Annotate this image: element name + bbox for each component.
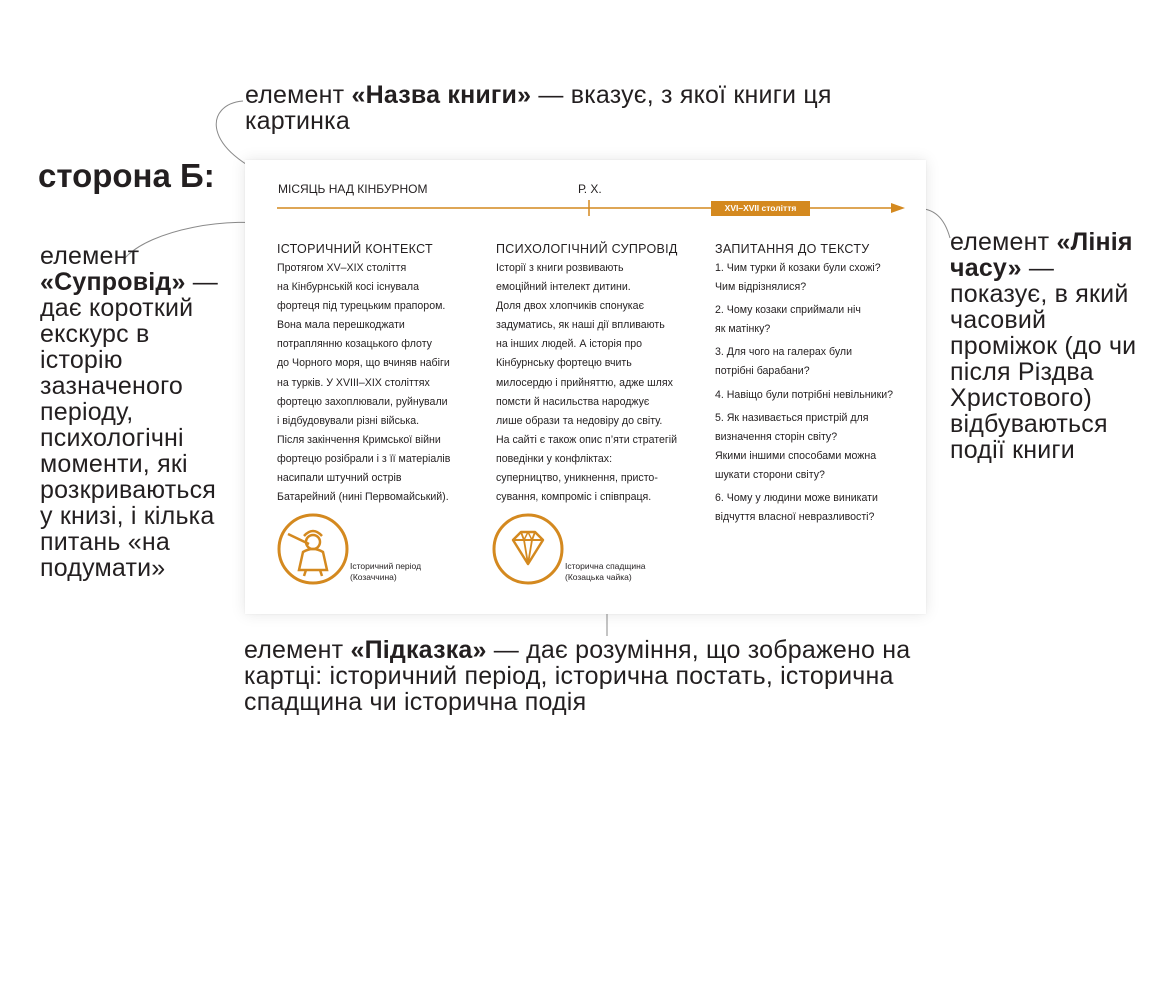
column-heading: ЗАПИТАННЯ ДО ТЕКСТУ bbox=[715, 242, 870, 256]
text-line: потраплянню козацького флоту bbox=[277, 338, 432, 351]
diamond-icon bbox=[491, 512, 565, 586]
timeline-range-label: XVI–XVII століття bbox=[711, 201, 810, 216]
text-line: задуматись, як наші дії впливають bbox=[496, 319, 665, 332]
text-line: лише образи та недовіру до світу. bbox=[496, 414, 663, 427]
text-line: На сайті є також опис п’яти стратегій bbox=[496, 433, 678, 446]
annotation-prefix: елемент bbox=[40, 242, 140, 270]
text-line: Історії з книги розвивають bbox=[496, 262, 624, 274]
text-line: Доля двох хлопчиків спонукає bbox=[496, 300, 644, 313]
question-item: 6. Чому у людини може виникати відчуття власної невразливості? bbox=[715, 492, 878, 524]
text-line: на Кінбурнській косі існувала bbox=[277, 281, 419, 294]
question-item: 3. Для чого на галерах були потрібні барабани? bbox=[715, 346, 852, 378]
timeline-arrowhead bbox=[891, 203, 905, 213]
text-line: фортеця під турецьким прапором. bbox=[277, 300, 446, 313]
annotation-hint bbox=[244, 637, 924, 715]
annotation-book-title bbox=[245, 82, 845, 134]
column-body bbox=[496, 259, 706, 507]
text-line: і відбудовували різні війська. bbox=[277, 414, 420, 427]
text-line: на інших людей. А історія про bbox=[496, 338, 643, 351]
annotation-text: — дає короткий екскурс в історію зазначеного періоду, психологічні моменти, які розкриваються у книзі, і кілька питань «на подумати» bbox=[40, 268, 218, 582]
column-text-questions bbox=[715, 242, 920, 531]
cossack-icon bbox=[276, 512, 350, 586]
question-item: 1. Чим турки й козаки були схожі? Чим відрізнялися? bbox=[715, 262, 881, 294]
question-item: 4. Навіщо були потрібні невільники? bbox=[715, 388, 894, 401]
annotation-keyword: «Підказка» bbox=[350, 636, 487, 664]
hint-label: Історична спадщина (Козацька чайка) bbox=[565, 561, 646, 582]
text-line: фортецю захоплювали, руйнували bbox=[277, 395, 448, 408]
text-line: Вона мала перешкоджати bbox=[277, 319, 405, 332]
text-line: сування, компроміс і співпраця. bbox=[496, 491, 652, 504]
annotation-text: — дає розуміння, що зображено на картці: історичний період, історична постать, історична спадщина чи історична подія bbox=[244, 636, 911, 716]
text-line: емоційний інтелект дитини. bbox=[496, 281, 631, 294]
column-historical-context bbox=[277, 242, 477, 507]
text-line: поведінки у конфліктах: bbox=[496, 452, 613, 465]
text-line: Батарейний (нині Первомайський). bbox=[277, 491, 449, 504]
question-list bbox=[715, 259, 920, 527]
text-line: Протягом XV–XIX століття bbox=[277, 262, 407, 274]
annotation-text: — показує, в який часовий проміжок (до чи після Різдва Христового) відбуваються події книги bbox=[950, 254, 1137, 464]
era-marker-label: Р. Х. bbox=[578, 182, 602, 196]
book-name: МІСЯЦЬ НАД КІНБУРНОМ bbox=[278, 182, 428, 196]
annotation-timeline bbox=[950, 229, 1150, 463]
annotation-prefix: елемент bbox=[950, 228, 1057, 256]
annotation-keyword: «Супровід» bbox=[40, 268, 186, 296]
text-line: суперництво, уникнення, присто- bbox=[496, 472, 658, 485]
side-heading: сторона Б: bbox=[38, 157, 215, 194]
text-line: Кінбурнську фортецю вчить bbox=[496, 357, 632, 370]
text-line: милосердю і прийняттю, адже шлях bbox=[496, 376, 673, 389]
hint-label: Історичний період (Козаччина) bbox=[350, 561, 422, 582]
text-line: помсти й насильства народжує bbox=[496, 395, 650, 408]
annotation-prefix: елемент bbox=[244, 636, 351, 664]
annotation-text: — вказує, з якої книги ця картинка bbox=[245, 81, 832, 135]
text-line: Після закінчення Кримської війни bbox=[277, 433, 441, 446]
text-line: до Чорного моря, що вчиняв набіги bbox=[277, 357, 450, 370]
column-body bbox=[277, 259, 477, 507]
text-line: насипали штучний острів bbox=[277, 472, 402, 485]
annotation-prefix: елемент bbox=[245, 81, 352, 109]
question-item: 5. Як називається пристрій для визначення сторін світу? Якими іншими способами можна шукати сторони світу? bbox=[715, 411, 877, 481]
column-psychological-support bbox=[496, 242, 706, 507]
timeline bbox=[245, 190, 926, 230]
question-item: 2. Чому козаки сприймали ніч як матінку? bbox=[715, 304, 861, 336]
annotation-keyword: «Назва книги» bbox=[351, 81, 532, 109]
annotation-keyword: «Лінія часу» bbox=[950, 228, 1133, 282]
text-line: фортецю розібрали і з її матеріалів bbox=[277, 452, 451, 465]
annotation-support bbox=[40, 243, 230, 581]
column-heading: ПСИХОЛОГІЧНИЙ СУПРОВІД bbox=[496, 242, 678, 256]
column-heading: ІСТОРИЧНИЙ КОНТЕКСТ bbox=[277, 242, 433, 256]
text-line: на турків. У XVIII–XIX століттях bbox=[277, 376, 430, 389]
